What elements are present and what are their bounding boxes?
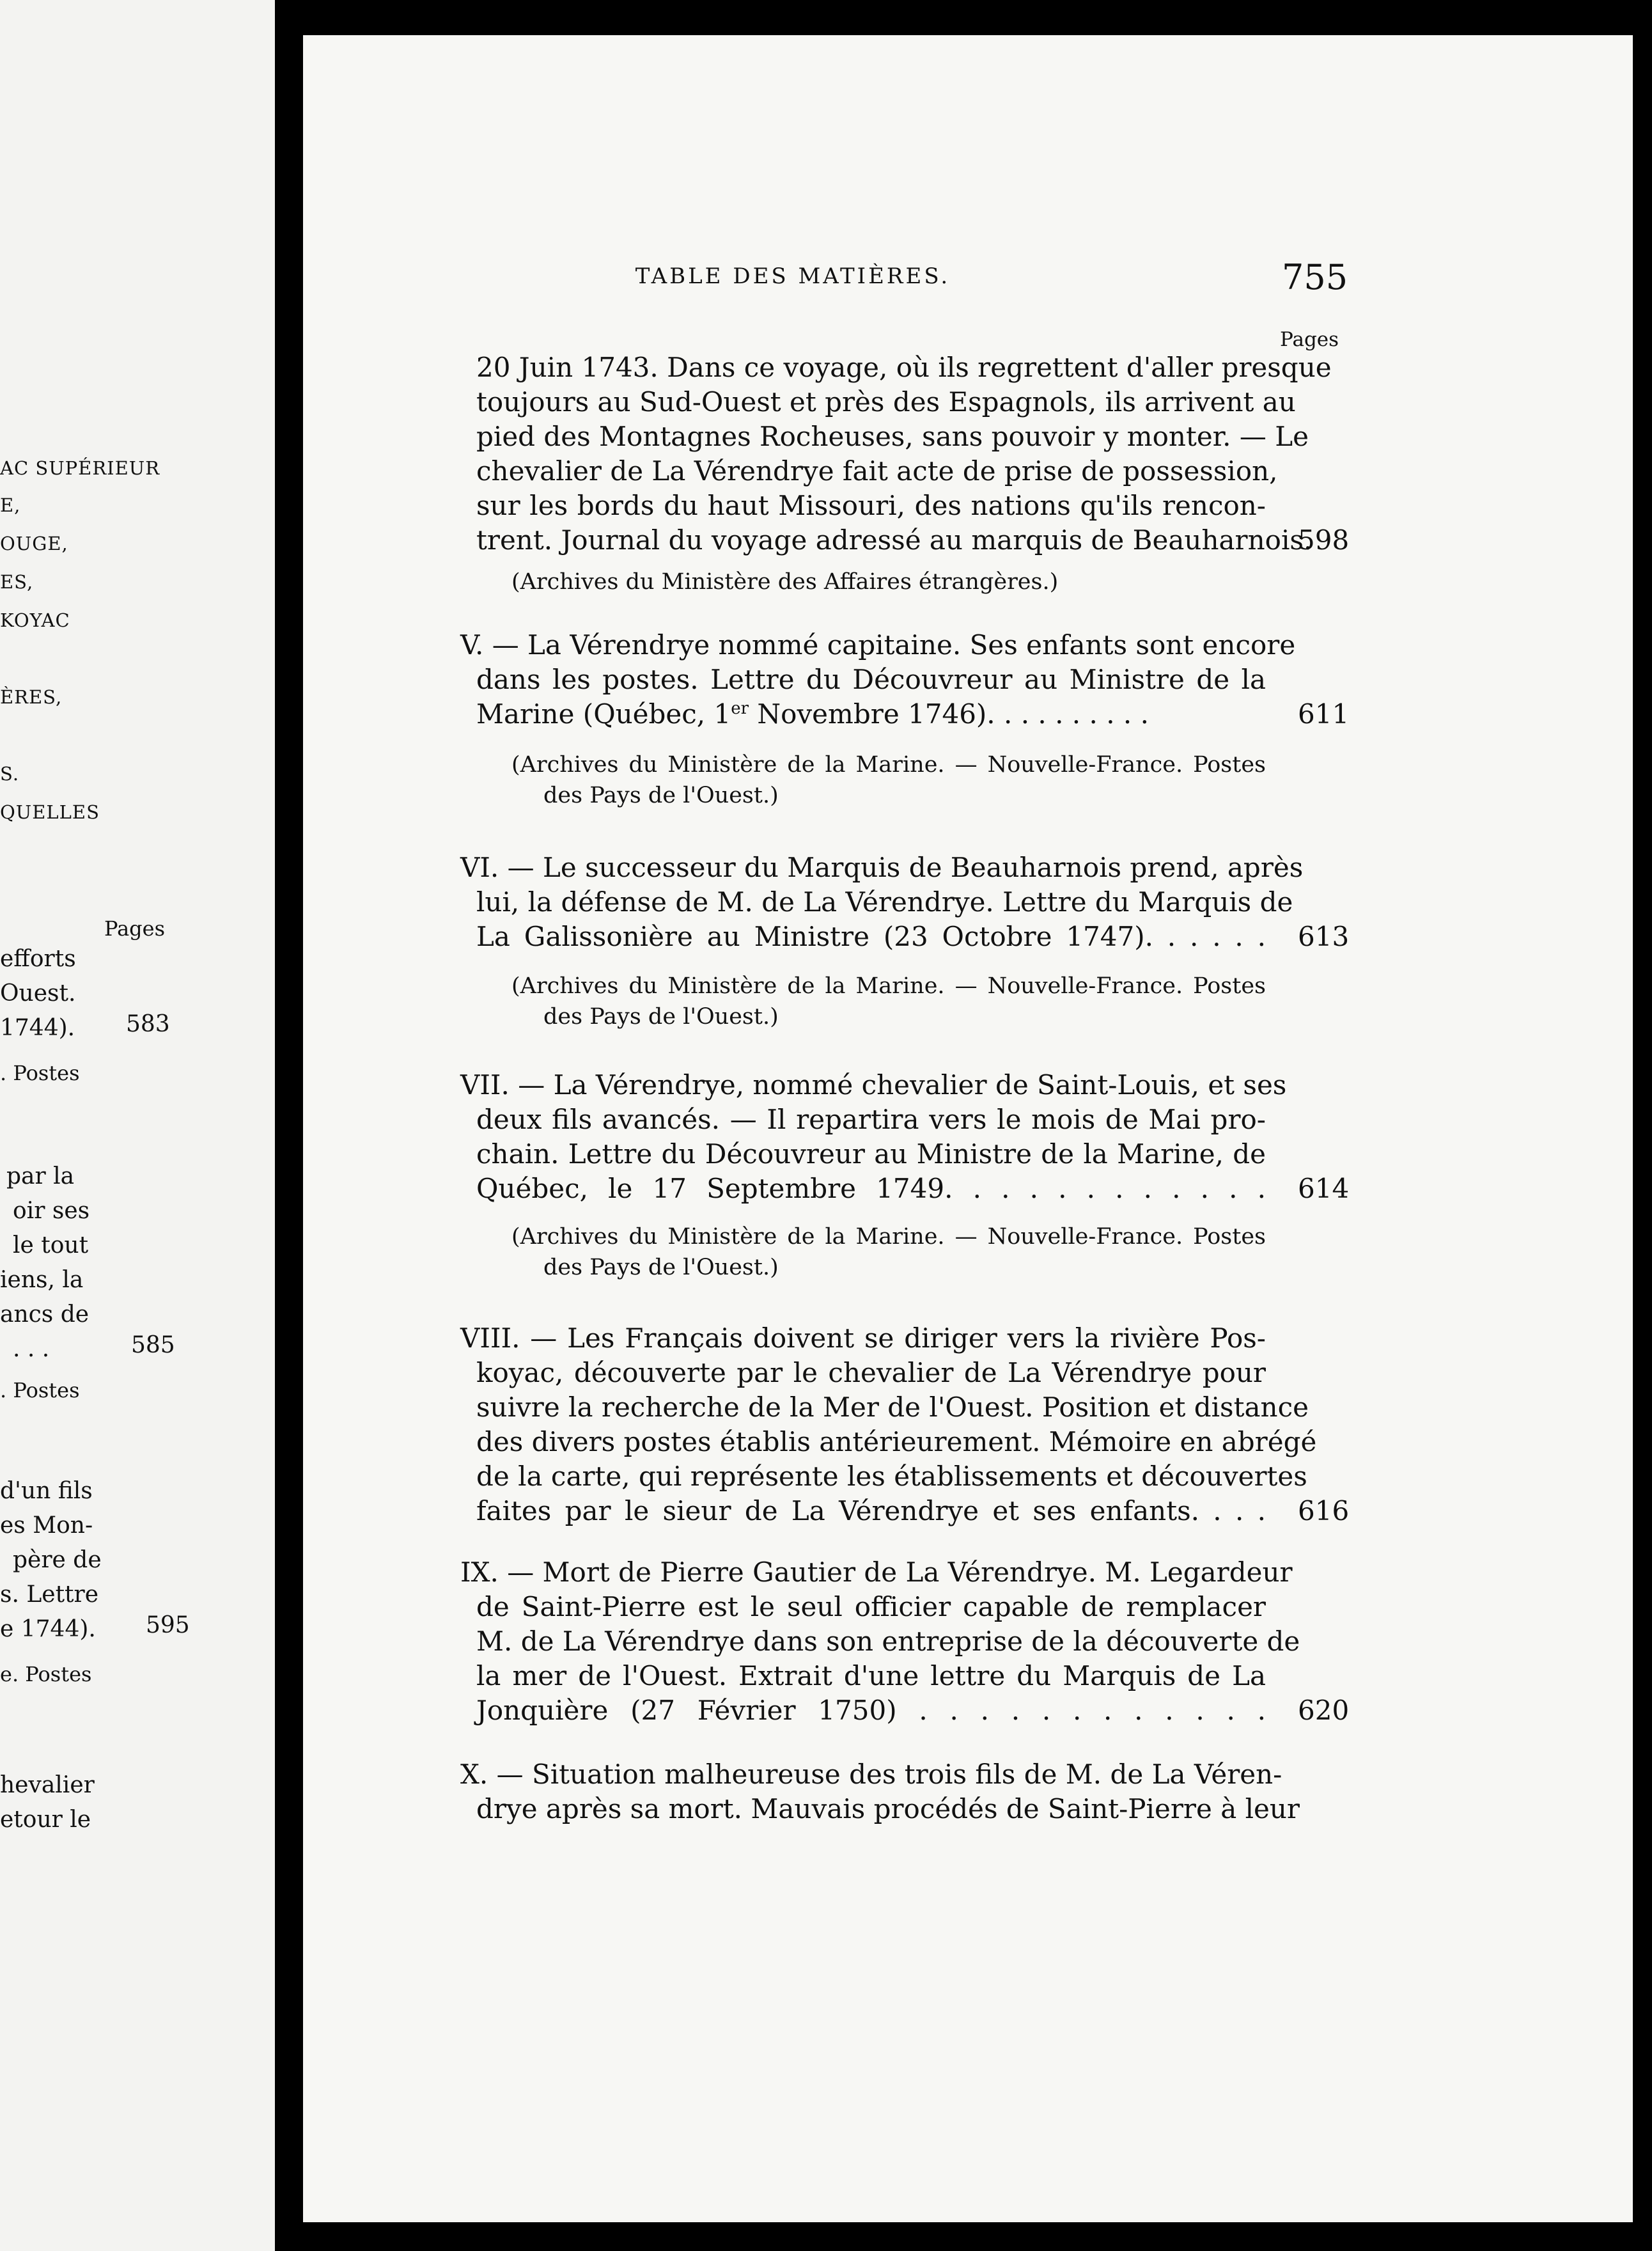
entry-line: Jonquière (27 Février 1750) . . . . . . . . . . . . [476, 1695, 1266, 1726]
entry-line: des divers postes établis antérieurement. Mémoire en abrégé [476, 1426, 1317, 1457]
entry-line: IX. — Mort de Pierre Gautier de La Vérendrye. M. Legardeur [460, 1557, 1293, 1588]
entry-line-text: Marine (Québec, 1 [476, 698, 731, 730]
entry-line: de Saint-Pierre est le seul officier capable de remplacer [476, 1591, 1266, 1622]
left-line: e. Postes [0, 1662, 92, 1686]
left-line: par la [6, 1163, 75, 1189]
left-line: ancs de [0, 1301, 90, 1328]
entry-line: faites par le sieur de La Vérendrye et ses enfants. . . . [476, 1495, 1266, 1526]
entry-line: koyac, découverte par le chevalier de La Vérendrye pour [476, 1357, 1266, 1388]
entry-line: suivre la recherche de la Mer de l'Ouest. Position et distance [476, 1392, 1309, 1423]
entry-page-number: 616 [1298, 1495, 1350, 1526]
left-line: E, [0, 494, 21, 516]
entry-page-number: 620 [1298, 1695, 1350, 1726]
entry-page-number: 613 [1298, 921, 1350, 952]
left-line: hevalier [0, 1772, 95, 1798]
left-line: . . . [13, 1336, 50, 1362]
left-line: e 1744). [0, 1616, 96, 1642]
entry-line: lui, la défense de M. de La Vérendrye. Lettre du Marquis de [476, 886, 1293, 918]
entry-source: (Archives du Ministère des Affaires étrangères.) [511, 569, 1059, 595]
entry-line: chevalier de La Vérendrye fait acte de prise de possession, [476, 455, 1278, 487]
entry-line: toujours au Sud-Ouest et près des Espagnols, ils arrivent au [476, 386, 1296, 418]
left-line: KOYAC [0, 609, 70, 631]
entry-source: (Archives du Ministère de la Marine. — Nouvelle-France. Postes [511, 752, 1266, 778]
entry-line: drye après sa mort. Mauvais procédés de Saint-Pierre à leur [476, 1793, 1300, 1824]
page-number: 755 [1282, 257, 1348, 297]
pages-column-label: Pages [1280, 328, 1339, 351]
entry-line: sur les bords du haut Missouri, des nations qu'ils rencon- [476, 490, 1266, 521]
entry-line: La Galissonière au Ministre (23 Octobre 1747). . . . . . [476, 921, 1266, 952]
left-pages-label: Pages [104, 916, 166, 941]
entry-page-number: 598 [1298, 524, 1350, 556]
entry-line: la mer de l'Ouest. Extrait d'une lettre du Marquis de La [476, 1660, 1266, 1691]
entry-line [476, 697, 1266, 732]
entry-line: pied des Montagnes Rocheuses, sans pouvoir y monter. — Le [476, 421, 1309, 452]
left-line: efforts [0, 946, 76, 972]
entry-source: (Archives du Ministère de la Marine. — Nouvelle-France. Postes [511, 973, 1266, 999]
entry-source: des Pays de l'Ouest.) [543, 1004, 779, 1030]
entry-line: M. de La Vérendrye dans son entreprise de la découverte de [476, 1626, 1300, 1657]
superscript: er [731, 699, 749, 718]
left-line: 1744). [0, 1015, 75, 1041]
left-line: es Mon- [0, 1512, 93, 1539]
left-page-number: 585 [131, 1332, 175, 1358]
left-line: iens, la [0, 1267, 84, 1293]
left-line: OUGE, [0, 533, 68, 554]
entry-source: des Pays de l'Ouest.) [543, 783, 779, 808]
left-line: . Postes [0, 1061, 80, 1085]
left-line: . Postes [0, 1378, 80, 1402]
left-line: Ouest. [0, 980, 76, 1007]
entry-source: (Archives du Ministère de la Marine. — Nouvelle-France. Postes [511, 1224, 1266, 1250]
left-line: QUELLES [0, 801, 100, 823]
left-line: père de [13, 1547, 102, 1573]
entry-line: VIII. — Les Français doivent se diriger vers la rivière Pos- [460, 1322, 1266, 1354]
page-edge [1633, 35, 1652, 2222]
entry-line: chain. Lettre du Découvreur au Ministre de la Marine, de [476, 1138, 1266, 1170]
entry-source: des Pays de l'Ouest.) [543, 1255, 779, 1280]
left-line: ÈRES, [0, 686, 63, 708]
entry-line: VI. — Le successeur du Marquis de Beauharnois prend, après [460, 852, 1304, 883]
left-line: oir ses [13, 1198, 90, 1224]
left-line: S. [0, 763, 20, 785]
book-gutter [275, 0, 303, 2251]
entry-line: trent. Journal du voyage adressé au marquis de Beauharnois. [476, 524, 1313, 556]
entry-line-text: Novembre 1746). . . . . . . . . . [749, 698, 1149, 730]
left-line: d'un fils [0, 1478, 93, 1504]
entry-page-number: 611 [1298, 698, 1350, 730]
left-line: ES, [0, 571, 34, 593]
entry-line: X. — Situation malheureuse des trois fils de M. de La Véren- [460, 1759, 1282, 1790]
entry-line: VII. — La Vérendrye, nommé chevalier de Saint-Louis, et ses [460, 1069, 1287, 1101]
entry-line: de la carte, qui représente les établissements et découvertes [476, 1461, 1307, 1492]
left-line: s. Lettre [0, 1581, 99, 1608]
entry-page-number: 614 [1298, 1173, 1350, 1204]
entry-line: dans les postes. Lettre du Découvreur au Ministre de la [476, 664, 1266, 695]
entry-line: V. — La Vérendrye nommé capitaine. Ses enfants sont encore [460, 629, 1296, 661]
entry-line: 20 Juin 1743. Dans ce voyage, où ils regrettent d'aller presque [476, 352, 1332, 383]
left-page-number: 595 [146, 1612, 190, 1638]
entry-line: deux fils avancés. — Il repartira vers le mois de Mai pro- [476, 1104, 1266, 1135]
running-title: TABLE DES MATIÈRES. [635, 263, 951, 289]
left-line: AC SUPÉRIEUR [0, 457, 160, 479]
left-line: le tout [13, 1232, 89, 1259]
entry-line: Québec, le 17 Septembre 1749. . . . . . . . . . . . [476, 1173, 1266, 1204]
left-page-number: 583 [126, 1011, 170, 1037]
left-line: etour le [0, 1807, 91, 1833]
left-page-fragment [0, 0, 275, 2251]
